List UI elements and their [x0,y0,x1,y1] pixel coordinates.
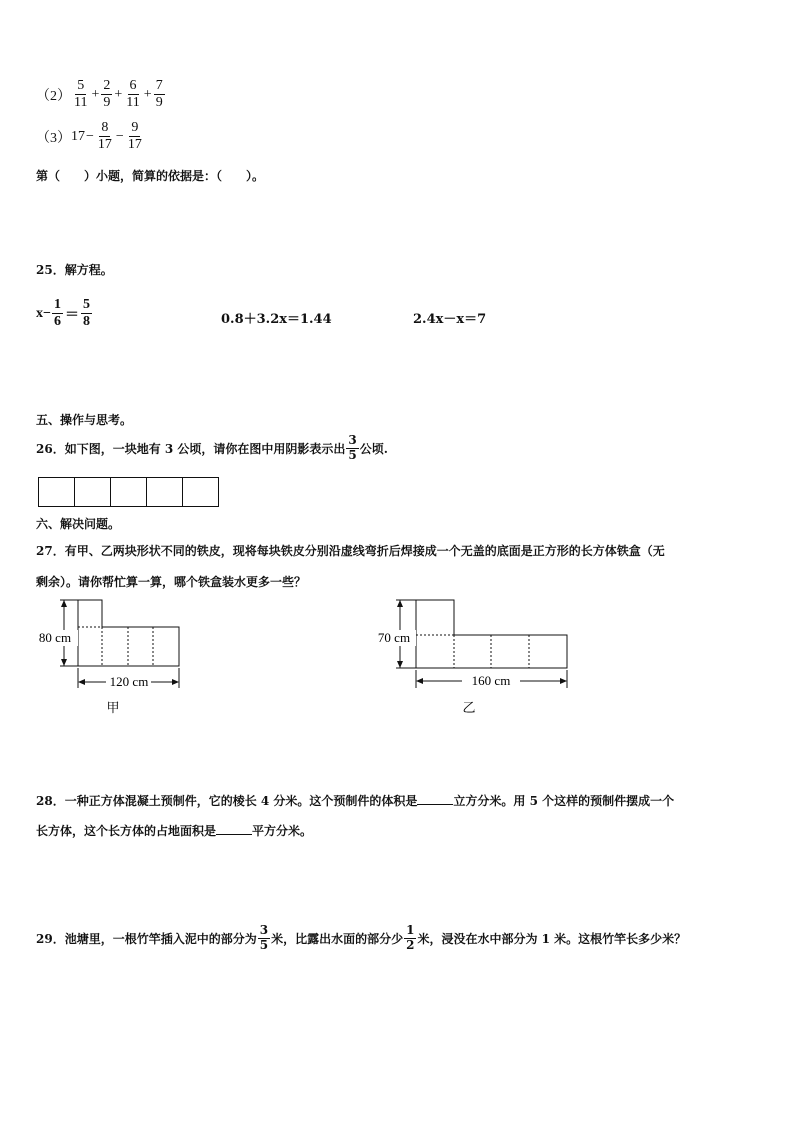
fraction: $\frac{3}{5}$ [348,433,357,462]
q24-item3: （3） 17 − $\frac{8}{17}$ − $\frac{9}{17}$ [36,120,142,153]
fraction: $\frac{9}{17}$ [127,120,142,153]
q24-item3-whole: 17 [71,128,85,144]
q24-item2: （2） $\frac{5}{11}$ + $\frac{2}{9}$ + $\frac{6}{11}$ + $\frac{7}{9}$ [36,78,163,111]
fraction: $\frac{5}{11}$ [74,78,88,111]
answer-blank[interactable] [417,792,453,805]
fig-jia-caption: 甲 [106,700,120,715]
answer-blank[interactable] [216,822,252,835]
fraction: $\frac{1}{6}$ [53,297,61,330]
q29-text: 29．池塘里，一根竹竿插入泥中的部分为 $\frac{3}{5}$ 米，比露出水面的部分少 $\frac{1}{2}$ 米，浸没在水中部分为 1 米。这根竹竿长多少米？ [36,923,687,952]
grid-cell[interactable] [39,478,75,506]
grid-cell[interactable] [75,478,111,506]
fig-jia-height-label: 80 cm [38,630,72,645]
q24-basis: 第（ ）小题，简算的依据是：（ ）。 [36,169,265,183]
fraction: $\frac{6}{11}$ [126,78,140,111]
fraction: $\frac{3}{5}$ [259,923,269,952]
fig-yi-caption: 乙 [462,700,476,715]
q26-text: 26．如下图，一块地有 3 公顷，请你在图中用阴影表示出 $\frac{3}{5}$ 公顷. [36,433,388,462]
grid-cell[interactable] [147,478,183,506]
q27-line2: 剩余）。请你帮忙算一算，哪个铁盒装水更多一些？ [36,575,307,589]
fraction: $\frac{7}{9}$ [155,78,163,111]
fraction: $\frac{5}{8}$ [82,297,90,330]
section-5-heading: 五、操作与思考。 [36,413,133,427]
q25-eq3: 2.4x－x＝7 [413,312,487,327]
fraction: $\frac{2}{9}$ [103,78,111,111]
grid-cell[interactable] [111,478,147,506]
q25-eq2: 0.8＋3.2x＝1.44 [221,312,332,327]
figure-yi [370,596,570,716]
fraction: $\frac{1}{2}$ [406,923,415,952]
q27-line1: 27．有甲、乙两块形状不同的铁皮，现将每块铁皮分别沿虚线弯折后焊接成一个无盖的底面是正方形的长方体铁盒（无 [36,544,665,558]
q25-title: 25．解方程。 [36,263,113,277]
q25-eq1: x− $\frac{1}{6}$ ＝ $\frac{5}{8}$ [36,297,90,330]
q24-item2-label: （2） [36,88,71,104]
land-grid[interactable] [38,477,219,507]
fig-yi-width-label: 160 cm [471,673,511,688]
fig-jia-width-label: 120 cm [109,674,149,689]
q28-line2: 长方体，这个长方体的占地面积是 平方分米。 [36,824,313,838]
grid-cell[interactable] [183,478,218,506]
section-6-heading: 六、解决问题。 [36,517,121,531]
fig-yi-height-label: 70 cm [377,630,411,645]
q28-line1: 28．一种正方体混凝土预制件，它的棱长 4 分米。这个预制件的体积是 立方分米。用 5 个这样的预制件摆成一个 [36,794,675,808]
fraction: $\frac{8}{17}$ [97,120,112,153]
q24-item3-label: （3） [36,130,71,146]
figure-jia [30,596,200,716]
